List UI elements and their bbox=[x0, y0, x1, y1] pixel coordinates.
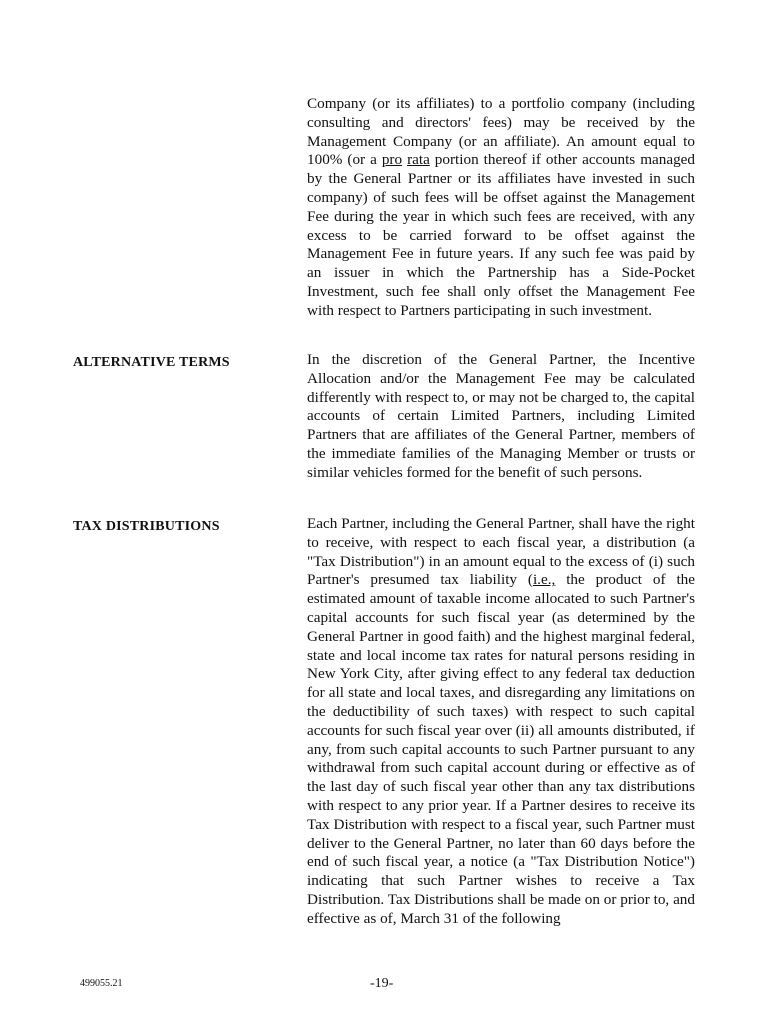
alternative-terms-text: In the discretion of the General Partner, the Incentive Allocation and/or the Management Fee may be calculated differently with respect to, or may not be charged to, the capital accounts of certain Limited Partners, including Limited Partners that are affiliates of the General Partner, members of the immediate families of the Managing Member or trusts or similar vehicles formed for the benefit of such persons. bbox=[307, 351, 695, 481]
tax-distributions-part1: Each Partner, including the General Partner, shall have the right to receive, with respect to each fiscal year, a distribution (a "Tax Distribution") in an amount equal to the excess of (i) such Partner's presumed tax liability ( bbox=[307, 515, 695, 589]
tax-distributions-text bbox=[307, 515, 695, 929]
tax-distributions-heading: TAX DISTRIBUTIONS bbox=[73, 519, 220, 534]
rata-underlined: rata bbox=[407, 151, 430, 169]
continued-paragraph-part2: portion thereof if other accounts managed by the General Partner or its affiliates have invested in such company) of such fees will be offset against the Management Fee during the year in which such fees are received, with any excess to be carried forward to be offset against the Management Fee in future years. If any such fee was paid by an issuer in which the Partnership has a Side-Pocket Investment, such fee shall only offset the Management Fee with respect to Partners participating in such investment. bbox=[307, 151, 696, 319]
page-number: -19- bbox=[370, 976, 394, 991]
continued-paragraph-part1: Company (or its affiliates) to a portfolio company (including consulting and directors' fees) may be received by the Management Company (or an affiliate). An amount equal to 100% (or a bbox=[307, 95, 695, 169]
alternative-terms-heading: ALTERNATIVE TERMS bbox=[73, 355, 230, 370]
document-id: 499055.21 bbox=[80, 978, 123, 989]
continued-paragraph bbox=[307, 95, 695, 321]
pro-underlined: pro bbox=[381, 151, 403, 169]
ie-underlined: i.e., bbox=[532, 571, 556, 589]
tax-distributions-part2: the product of the estimated amount of taxable income allocated to such Partner's capital accounts for such fiscal year (as determined by the General Partner in good faith) and the highest marginal federal, state and local income tax rates for natural persons residing in New York City, after giving effect to any federal tax deduction for all state and local taxes, and disregarding any limitations on the deductibility of such taxes) with respect to such capital accounts for such fiscal year over (ii) all amounts distributed, if any, from such capital accounts to such Partner pursuant to any withdrawal from such capital account during or effective as of the last day of such fiscal year other than any tax distributions with respect to any prior year. If a Partner desires to receive its Tax Distribution with respect to a fiscal year, such Partner must deliver to the General Partner, no later than 60 days before the end of such fiscal year, a notice (a "Tax Distribution Notice") indicating that such Partner wishes to receive a Tax Distribution. Tax Distributions shall be made on or prior to, and effective as of, March 31 of the following bbox=[307, 571, 696, 927]
